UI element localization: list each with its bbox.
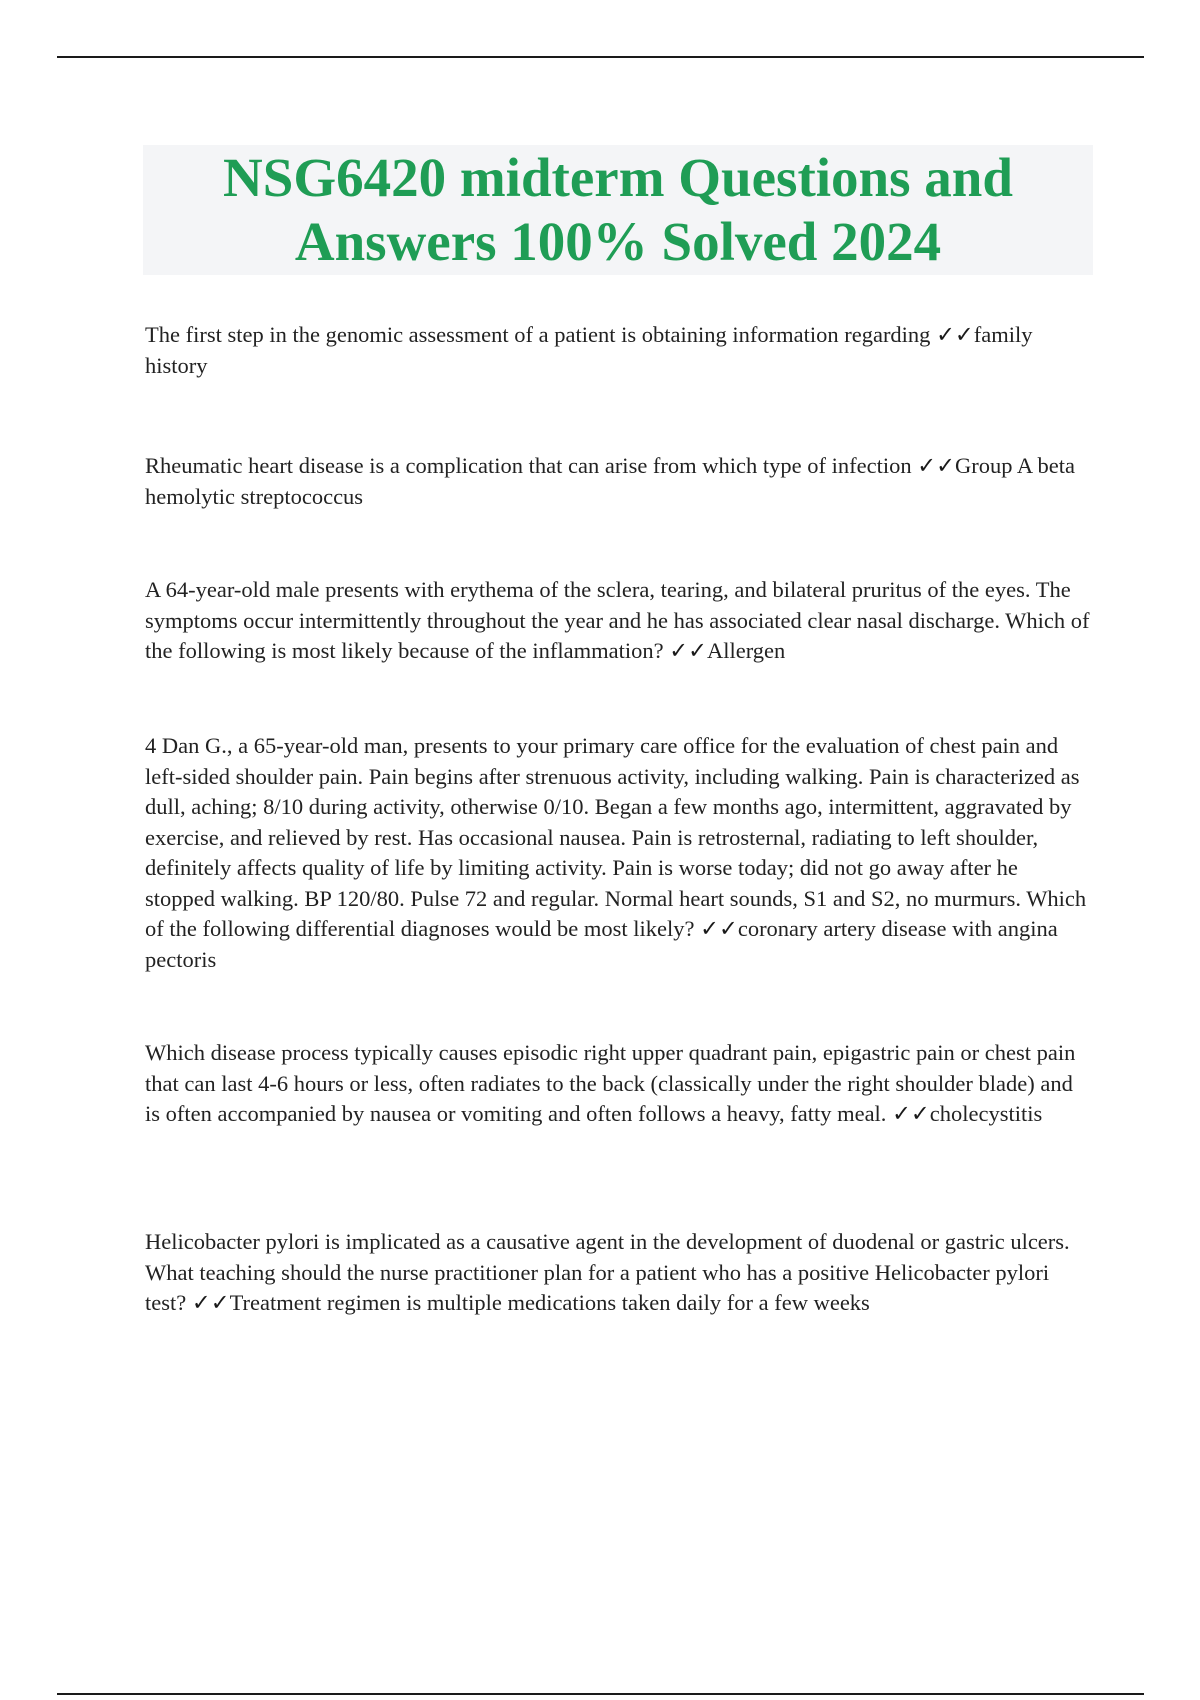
answer-text: cholecystitis <box>929 1101 1043 1126</box>
qa-item-5 <box>145 1038 1090 1130</box>
title-line-1: NSG6420 midterm Questions and <box>223 147 1013 208</box>
qa-item-4 <box>145 731 1090 975</box>
answer-text: Group A beta hemolytic streptococcus <box>145 453 1075 509</box>
check-mark-icon: ✓✓ <box>936 322 974 347</box>
check-mark-icon: ✓✓ <box>191 1290 230 1315</box>
qa-item-3 <box>145 575 1090 667</box>
answer-text: Treatment regimen is multiple medications taken daily for a few weeks <box>229 1290 870 1315</box>
question-text: Helicobacter pylori is implicated as a causative agent in the development of duodenal or gastric ulcers. What teaching should the nurse practitioner plan for a patient who has a positive Helicobacter pylori test? <box>145 1229 1070 1315</box>
title-line-2: Answers 100% Solved 2024 <box>294 211 942 272</box>
check-mark-icon: ✓✓ <box>917 453 955 478</box>
document-title <box>223 146 1013 274</box>
answer-text: family history <box>145 322 1033 378</box>
check-mark-icon: ✓✓ <box>892 1101 930 1126</box>
question-text: Which disease process typically causes episodic right upper quadrant pain, epigastric pain or chest pain that can last 4-6 hours or less, often radiates to the back (classically under the right shoulder blade) and is often accompanied by nausea or vomiting and often follows a heavy, fatty meal. <box>145 1040 1076 1126</box>
check-mark-icon: ✓✓ <box>700 916 738 941</box>
answer-text: coronary artery disease with angina pectoris <box>145 916 1058 972</box>
title-banner <box>143 145 1093 275</box>
question-text: Rheumatic heart disease is a complication that can arise from which type of infection <box>145 453 918 478</box>
top-rule <box>57 56 1144 58</box>
question-text: A 64-year-old male presents with erythema of the sclera, tearing, and bilateral pruritus of the eyes. The symptoms occur intermittently throughout the year and he has associated clear nasal discharge. Which of the following is most likely because of the inflammation? <box>145 577 1090 663</box>
qa-item-2 <box>145 451 1090 512</box>
question-text: 4 Dan G., a 65-year-old man, presents to your primary care office for the evaluation of chest pain and left-sided shoulder pain. Pain begins after strenuous activity, including walking. Pain is characterized as dull, aching; 8/10 during activity, otherwise 0/10. Began a few months ago, intermittent, aggravated by exercise, and relieved by rest. Has occasional nausea. Pain is retrosternal, radiating to left shoulder, definitely affects quality of life by limiting activity. Pain is worse today; did not go away after he stopped walking. BP 120/80. Pulse 72 and regular. Normal heart sounds, S1 and S2, no murmurs. Which of the following differential diagnoses would be most likely? <box>145 733 1087 941</box>
bottom-rule <box>57 1693 1144 1695</box>
check-mark-icon: ✓✓ <box>669 638 707 663</box>
question-text: The first step in the genomic assessment of a patient is obtaining information regarding <box>145 322 937 347</box>
answer-text: Allergen <box>706 638 786 663</box>
qa-item-1 <box>145 320 1090 381</box>
qa-item-6 <box>145 1227 1090 1319</box>
